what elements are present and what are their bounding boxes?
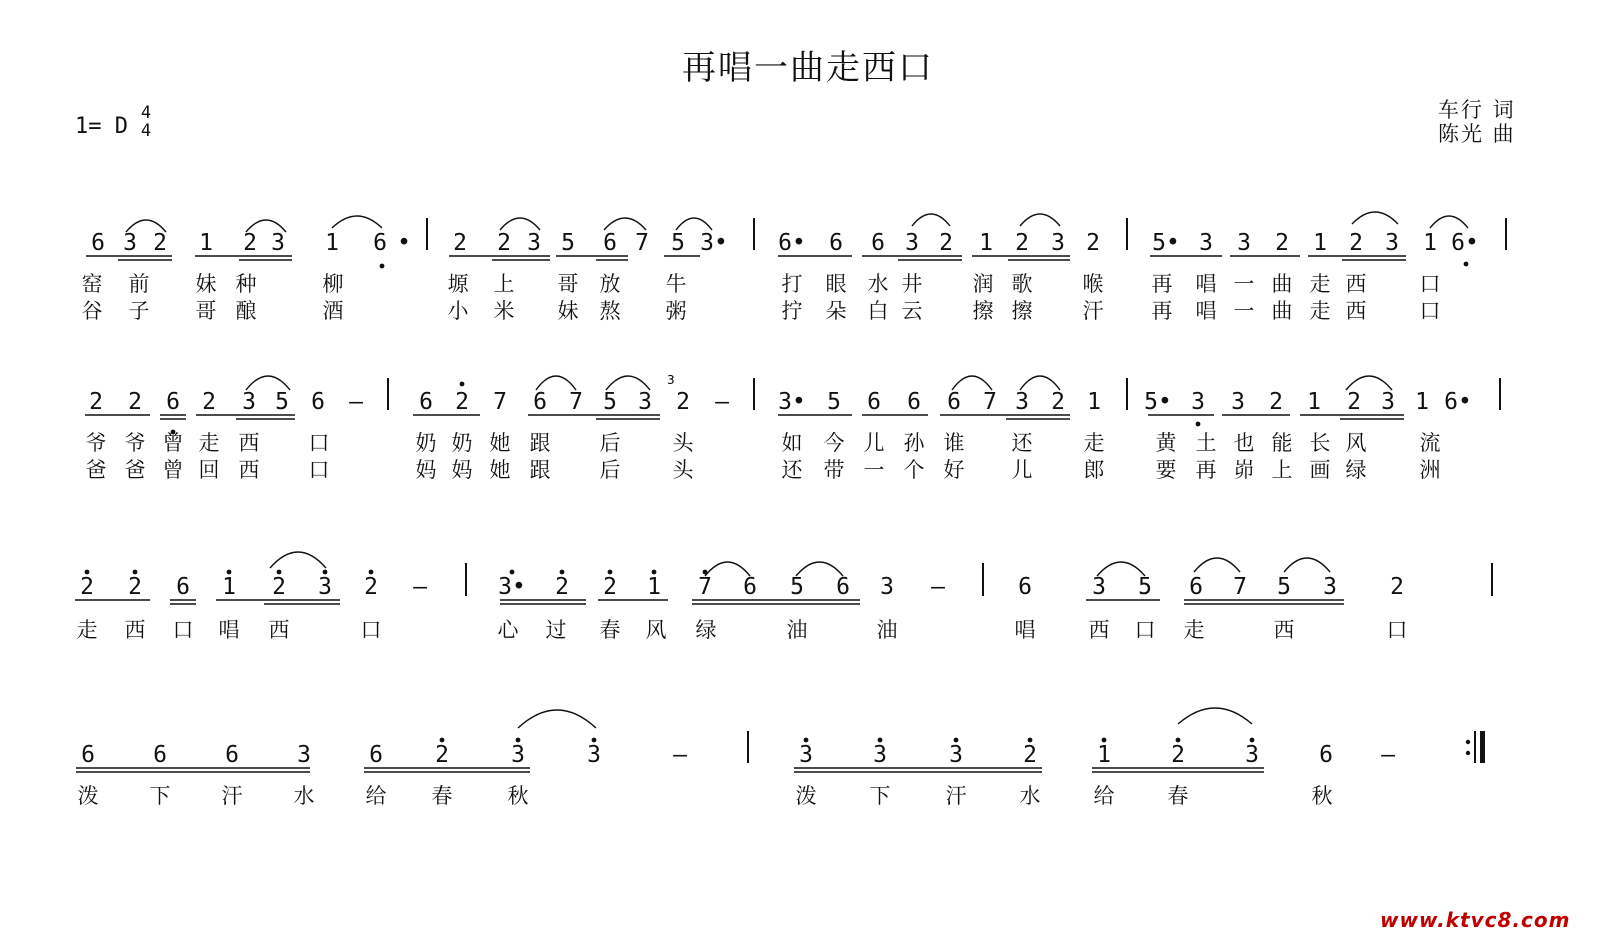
time-signature-top: 4 — [140, 103, 152, 123]
lyric-char: 能 — [1271, 431, 1293, 455]
note: 2 — [435, 742, 449, 768]
barlines — [388, 218, 1506, 763]
lyric-char: 口 — [1386, 618, 1408, 642]
note: 6 — [829, 230, 843, 256]
note: 3• — [778, 389, 806, 415]
lyric-char: 风 — [1345, 431, 1367, 455]
note: 2 — [455, 389, 469, 415]
note: 6 — [225, 742, 239, 768]
note: 5• — [1152, 230, 1180, 256]
slur — [1020, 214, 1060, 226]
note: 6 — [907, 389, 921, 415]
lyric-char: 种 — [235, 272, 257, 296]
lyric-char: 儿 — [1011, 458, 1033, 482]
lyric-char: 西 — [238, 458, 260, 482]
note: 3 — [1092, 574, 1106, 600]
lyric-char: 柳 — [322, 272, 344, 296]
note: 6 — [871, 230, 885, 256]
note: 3 — [873, 742, 887, 768]
note: 2 — [497, 230, 511, 256]
tuplet-mark: 3 — [667, 373, 675, 387]
lyric-char: 汗 — [221, 784, 243, 808]
note: 2 — [128, 389, 142, 415]
note: 3 — [1231, 389, 1245, 415]
note: 6• — [1451, 230, 1479, 256]
lyric-char: 爸 — [124, 458, 146, 482]
lyric-char: 曲 — [1271, 299, 1293, 323]
note: 2 — [364, 574, 378, 600]
lyric-char: 再 — [1151, 299, 1173, 323]
lyric-char: 个 — [903, 458, 925, 482]
lyric-char: 西 — [1273, 618, 1295, 642]
lyric-char: 歌 — [1011, 272, 1033, 296]
lyric-char: 下 — [149, 784, 171, 808]
note: — — [1381, 742, 1395, 768]
note: 7 — [1233, 574, 1247, 600]
note: 1 — [1087, 389, 1101, 415]
lyric-char: 还 — [781, 458, 803, 482]
lyric-char: 如 — [781, 431, 803, 455]
slur — [536, 376, 576, 390]
note: 6 — [369, 742, 383, 768]
note: 6 — [867, 389, 881, 415]
lyric-char: 要 — [1155, 458, 1177, 482]
lyric-char: 小 — [447, 299, 469, 323]
note: 2 — [1086, 230, 1100, 256]
note: 1 — [1097, 742, 1111, 768]
lyric-char: 好 — [943, 458, 965, 482]
lyric-char: 井 — [901, 272, 923, 296]
lyric-char: 头 — [672, 431, 694, 455]
slur — [1352, 212, 1398, 224]
note: 2 — [555, 574, 569, 600]
lyric-char: 一 — [1233, 272, 1255, 296]
note: 3 — [1385, 230, 1399, 256]
lyric-char: 曾 — [162, 431, 184, 455]
lyric-char: 郎 — [1083, 458, 1105, 482]
lyric-char: 妹 — [557, 299, 579, 323]
note: 6• — [778, 230, 806, 256]
lyric-char: 米 — [493, 299, 515, 323]
lyric-char: 妈 — [451, 458, 473, 482]
lyric-char: 秋 — [507, 784, 529, 808]
key-signature: 1= D — [75, 114, 128, 139]
note: 3 — [297, 742, 311, 768]
slur — [604, 218, 646, 230]
note: 3 — [1323, 574, 1337, 600]
lyric-char: 酒 — [322, 299, 344, 323]
note: 3 — [1191, 389, 1205, 415]
note: 2 — [603, 574, 617, 600]
lyric-char: 擦 — [1011, 299, 1033, 323]
lyric-char: 拧 — [781, 299, 803, 323]
lyric-char: 喉 — [1082, 272, 1104, 296]
slur — [332, 216, 382, 228]
slur — [1346, 376, 1392, 390]
note: — — [673, 742, 687, 768]
lyric-char: 秋 — [1311, 784, 1333, 808]
slur — [1284, 558, 1330, 572]
lyric-char: 眼 — [825, 272, 847, 296]
lyric-char: 油 — [876, 618, 898, 642]
note: 5• — [1144, 389, 1172, 415]
lyric-char: 画 — [1309, 458, 1331, 482]
lyric-char: 哥 — [195, 299, 217, 323]
note: 1 — [199, 230, 213, 256]
note: 3 — [1051, 230, 1065, 256]
lyric-char: 春 — [599, 618, 621, 642]
slur — [1194, 558, 1240, 572]
note: 6 — [533, 389, 547, 415]
lyric-char: 朵 — [825, 299, 847, 323]
note: 3 — [880, 574, 894, 600]
lyric-char: 水 — [867, 272, 889, 296]
lyric-char: 西 — [268, 618, 290, 642]
lyric-char: 奶 — [415, 431, 437, 455]
lyric-char: 口 — [308, 431, 330, 455]
lyric-char: 汗 — [945, 784, 967, 808]
note: 3 — [1015, 389, 1029, 415]
note: 6 — [836, 574, 850, 600]
lyric-char: 再 — [1151, 272, 1173, 296]
lyric-char: 白 — [867, 299, 889, 323]
slur — [606, 376, 650, 390]
note: 2 — [1051, 389, 1065, 415]
note: 1 — [1415, 389, 1429, 415]
note: 2 — [1347, 389, 1361, 415]
lyric-char: 儿 — [863, 431, 885, 455]
lyric-char: 汗 — [1082, 299, 1104, 323]
note: 2 — [80, 574, 94, 600]
lyric-char: 过 — [545, 618, 567, 642]
lyric-char: 绿 — [1345, 458, 1367, 482]
note: 6 — [176, 574, 190, 600]
note: 3 — [1245, 742, 1259, 768]
note: 2 — [676, 389, 690, 415]
note: 1 — [979, 230, 993, 256]
lyric-char: 打 — [781, 272, 803, 296]
slur — [1430, 216, 1468, 228]
note: 3 — [1237, 230, 1251, 256]
lyric-char: 曾 — [162, 458, 184, 482]
note: 5 — [790, 574, 804, 600]
lyric-char: 油 — [786, 618, 808, 642]
lyric-char: 擦 — [972, 299, 994, 323]
note: 2 — [1349, 230, 1363, 256]
lyric-char: 水 — [1019, 784, 1041, 808]
watermark: www.ktvc8.com — [1380, 908, 1571, 932]
octave-dot — [380, 264, 385, 269]
lyric-char: 春 — [431, 784, 453, 808]
lyric-char: 黄 — [1155, 431, 1177, 455]
note: 3 — [318, 574, 332, 600]
lyric-char: 上 — [493, 272, 515, 296]
lyric-char: 西 — [124, 618, 146, 642]
lyric-char: 跟 — [529, 431, 551, 455]
note: — — [931, 574, 945, 600]
lyric-char: 窑 — [81, 272, 103, 296]
lyric-char: 给 — [365, 784, 387, 808]
note: 7 — [569, 389, 583, 415]
octave-dot — [460, 382, 465, 387]
slur — [518, 710, 596, 728]
lyric-char: 带 — [823, 458, 845, 482]
lyric-char: 她 — [489, 458, 511, 482]
lyric-char: 唱 — [1014, 618, 1036, 642]
octave-dot — [1196, 422, 1201, 427]
composer-credit: 陈光 曲 — [1438, 122, 1516, 146]
note: 5 — [1138, 574, 1152, 600]
lyric-char: 头 — [672, 458, 694, 482]
lyric-char: 粥 — [665, 299, 687, 323]
lyric-char: 跟 — [529, 458, 551, 482]
lyric-char: 今 — [823, 431, 845, 455]
lyric-char: 西 — [1345, 299, 1367, 323]
note: 2 — [1390, 574, 1404, 600]
lyric-char: 润 — [972, 272, 994, 296]
note: — — [715, 389, 729, 415]
lyric-char: 给 — [1093, 784, 1115, 808]
lyric-char: 熬 — [599, 299, 621, 323]
note: 3 — [1199, 230, 1213, 256]
lyric-char: 泼 — [77, 784, 99, 808]
note: 2 — [128, 574, 142, 600]
note: 6 — [603, 230, 617, 256]
lyric-char: 水 — [293, 784, 315, 808]
note: 2 — [1269, 389, 1283, 415]
note: 6 — [91, 230, 105, 256]
lyric-char: 爷 — [85, 431, 107, 455]
lyric-char: 后 — [599, 458, 621, 482]
note: 5 — [275, 389, 289, 415]
note: 2 — [1275, 230, 1289, 256]
note: 7 — [493, 389, 507, 415]
lyric-char: 口 — [360, 618, 382, 642]
note: 6 — [311, 389, 325, 415]
note: 1 — [222, 574, 236, 600]
lyric-char: 风 — [645, 618, 667, 642]
lyric-char: 长 — [1309, 431, 1331, 455]
note: 3 — [527, 230, 541, 256]
note: 6 — [373, 230, 387, 256]
lyric-char: 峁 — [1233, 458, 1255, 482]
note: 1 — [1313, 230, 1327, 256]
lyric-char: 也 — [1233, 431, 1255, 455]
note: 2 — [1023, 742, 1037, 768]
lyric-char: 心 — [497, 618, 519, 642]
note: 3 — [123, 230, 137, 256]
note: 3 — [949, 742, 963, 768]
lyric-char: 唱 — [218, 618, 240, 642]
lyric-char: 回 — [198, 458, 220, 482]
lyric-char: 放 — [599, 272, 621, 296]
note: 3• — [700, 230, 728, 256]
lyric-char: 走 — [198, 431, 220, 455]
note: 6 — [1018, 574, 1032, 600]
lyric-char: 还 — [1011, 431, 1033, 455]
slur — [676, 218, 712, 230]
slur — [912, 214, 950, 226]
note: 3 — [271, 230, 285, 256]
slur — [952, 376, 992, 390]
note: 2 — [272, 574, 286, 600]
lyric-char: 哥 — [557, 272, 579, 296]
lyric-char: 口 — [308, 458, 330, 482]
lyric-char: 泼 — [795, 784, 817, 808]
note: 6 — [947, 389, 961, 415]
lyric-char: 塬 — [447, 272, 469, 296]
note: 2 — [202, 389, 216, 415]
lyric-char: 下 — [869, 784, 891, 808]
note: 3 — [1381, 389, 1395, 415]
song-title: 再唱一曲走西口 — [682, 48, 934, 88]
note: 5 — [671, 230, 685, 256]
note: 6 — [743, 574, 757, 600]
note: 6• — [1444, 389, 1472, 415]
lyric-char: 爷 — [124, 431, 146, 455]
note: — — [413, 574, 427, 600]
lyric-char: 口 — [172, 618, 194, 642]
note: 6 — [419, 389, 433, 415]
lyric-char: 口 — [1419, 272, 1441, 296]
lyric-char: 西 — [1345, 272, 1367, 296]
lyric-char: 绿 — [695, 618, 717, 642]
note: 6 — [166, 389, 180, 415]
note: 3 — [638, 389, 652, 415]
note: 3 — [242, 389, 256, 415]
lyric-char: 流 — [1419, 431, 1441, 455]
note: 2 — [939, 230, 953, 256]
note: 5 — [603, 389, 617, 415]
lyric-char: 西 — [1088, 618, 1110, 642]
note: 7 — [983, 389, 997, 415]
lyric-char: 后 — [599, 431, 621, 455]
lyric-char: 曲 — [1271, 272, 1293, 296]
note: 3 — [799, 742, 813, 768]
note: 1 — [1307, 389, 1321, 415]
lyric-char: 走 — [1309, 299, 1331, 323]
note: 3 — [905, 230, 919, 256]
note: 5 — [1277, 574, 1291, 600]
final-repeat-barline — [1466, 731, 1485, 763]
slur — [1178, 708, 1252, 724]
note: 6 — [1319, 742, 1333, 768]
note: 2 — [153, 230, 167, 256]
note: 3• — [498, 574, 526, 600]
note: 7 — [635, 230, 649, 256]
lyric-char: 西 — [238, 431, 260, 455]
note: 6 — [153, 742, 167, 768]
lyric-char: 洲 — [1419, 458, 1441, 482]
note: 1 — [325, 230, 339, 256]
note: 7 — [698, 574, 712, 600]
note: 6 — [81, 742, 95, 768]
note: 5 — [561, 230, 575, 256]
lyric-char: 口 — [1134, 618, 1156, 642]
lyric-char: 前 — [128, 272, 150, 296]
note: 6 — [1189, 574, 1203, 600]
octave-dot — [1464, 262, 1469, 267]
note: 2 — [1015, 230, 1029, 256]
lyric-char: 口 — [1419, 299, 1441, 323]
lyric-char: 唱 — [1195, 299, 1217, 323]
lyric-char: 云 — [901, 299, 923, 323]
lyric-char: 走 — [1183, 618, 1205, 642]
lyricist-credit: 车行 词 — [1438, 98, 1516, 122]
lyric-char: 她 — [489, 431, 511, 455]
lyric-char: 春 — [1167, 784, 1189, 808]
note: 2 — [89, 389, 103, 415]
note: 3 — [511, 742, 525, 768]
lyric-char: 唱 — [1195, 272, 1217, 296]
time-signature-bottom: 4 — [140, 121, 152, 141]
note: 5 — [827, 389, 841, 415]
lyric-char: 一 — [863, 458, 885, 482]
lyric-char: 走 — [76, 618, 98, 642]
slur — [500, 218, 540, 230]
lyric-char: 土 — [1195, 431, 1217, 455]
slur — [270, 552, 326, 568]
lyric-char: 走 — [1309, 272, 1331, 296]
lyric-char: 谷 — [81, 299, 103, 323]
lyric-char: 奶 — [451, 431, 473, 455]
lyric-char: 走 — [1083, 431, 1105, 455]
lyric-char: 子 — [128, 299, 150, 323]
beam-lines — [75, 256, 1406, 772]
lyric-char: 酿 — [235, 299, 257, 323]
note: 1 — [647, 574, 661, 600]
note: 1 — [1423, 230, 1437, 256]
note: 3 — [587, 742, 601, 768]
note: — — [349, 389, 363, 415]
lyric-char: 妹 — [195, 272, 217, 296]
octave-dots — [85, 262, 1469, 743]
slur — [1020, 376, 1060, 390]
lyric-char: 爸 — [85, 458, 107, 482]
lyric-char: 谁 — [943, 431, 965, 455]
lyric-char: 一 — [1233, 299, 1255, 323]
lyric-char: 上 — [1271, 458, 1293, 482]
note: 2 — [243, 230, 257, 256]
lyric-char: 妈 — [415, 458, 437, 482]
note: • — [397, 230, 411, 256]
slur — [246, 376, 290, 390]
lyric-char: 牛 — [665, 272, 687, 296]
note: 2 — [1171, 742, 1185, 768]
lyric-char: 再 — [1195, 458, 1217, 482]
lyric-char: 孙 — [903, 431, 925, 455]
note: 2 — [453, 230, 467, 256]
